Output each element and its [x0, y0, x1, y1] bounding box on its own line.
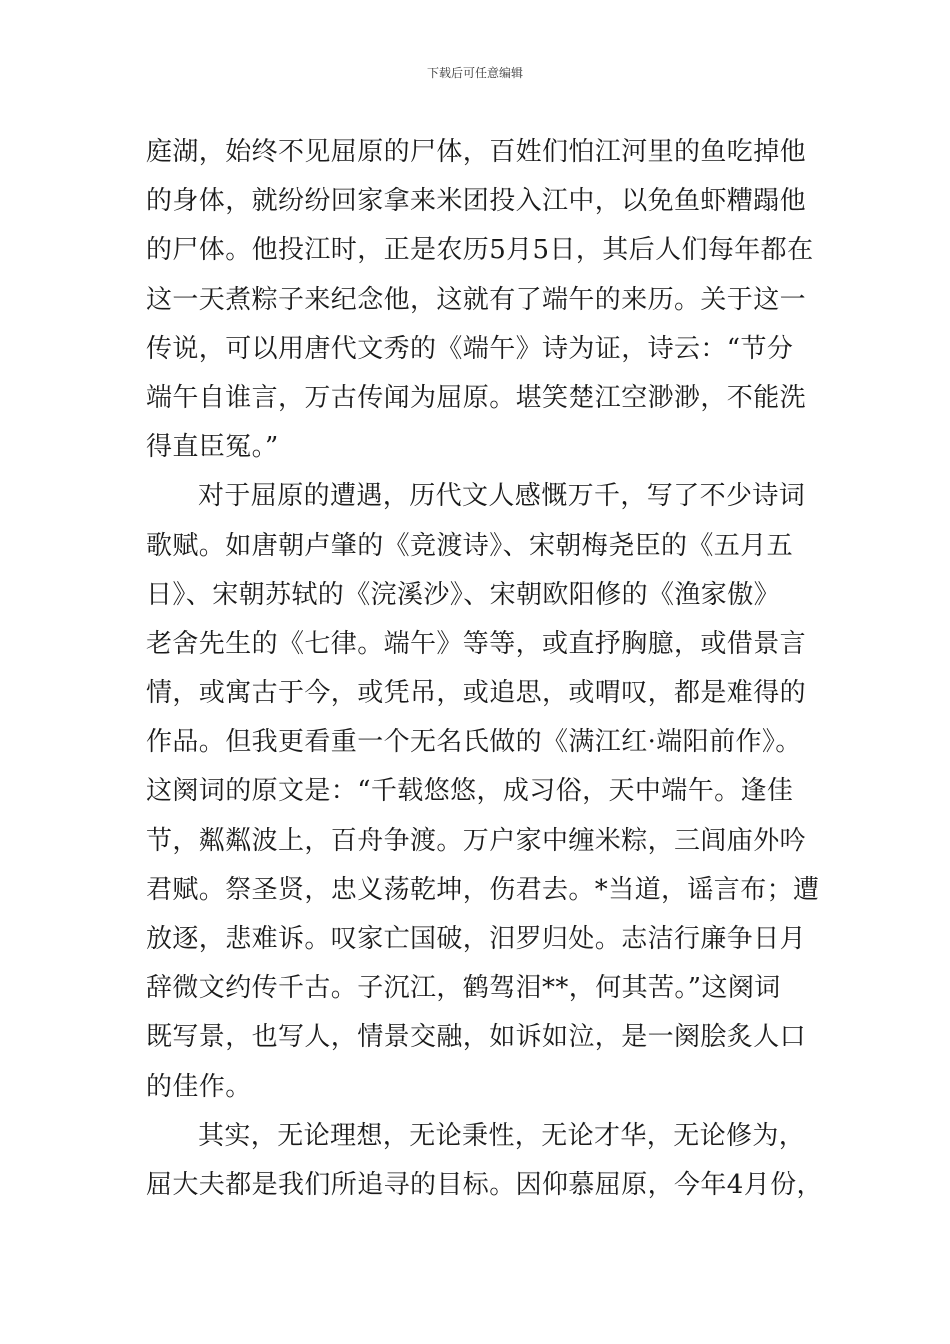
text-line: 老舍先生的《七律。端午》等等，或直抒胸臆，或借景言 [146, 628, 807, 659]
text-line: 庭湖，始终不见屈原的尸体，百姓们怕江河里的鱼吃掉他 [146, 137, 807, 167]
paragraph-start-line: 对于屈原的遭遇，历代文人感慨万千，写了不少诗词 [198, 481, 806, 512]
page-header: 下载后可任意编辑 [426, 66, 523, 80]
text-line: 既写景，也写人，情景交融，如诉如泣，是一阕脍炙人口 [146, 1022, 807, 1053]
text-line: 日》、宋朝苏轼的《浣溪沙》、宋朝欧阳修的《渔家傲》 [146, 579, 781, 610]
text-line: 端午自谁言，万古传闻为屈原。堪笑楚江空渺渺，不能洗 [146, 382, 807, 413]
text-line: 的尸体。他投江时，正是农历5月5日，其后人们每年都在 [146, 235, 814, 266]
text-line: 作品。但我更看重一个无名氏做的《满江红·端阳前作》。 [146, 727, 802, 758]
text-line: 的佳作。 [146, 1071, 252, 1102]
text-line: 君赋。祭圣贤，忠义荡乾坤，伤君去。*当道，谣言布；遭 [146, 874, 820, 905]
text-line: 这阕词的原文是：“千载悠悠，成习俗，天中端午。逢佳 [146, 776, 794, 807]
paragraph-start-line: 其实，无论理想，无论秉性，无论才华，无论修为， [198, 1120, 806, 1151]
text-line: 节，粼粼波上，百舟争渡。万户家中缠米粽，三闾庙外吟 [146, 825, 807, 856]
text-line: 得直臣冤。” [146, 432, 279, 463]
text-line: 的身体，就纷纷回家拿来米团投入江中，以免鱼虾糟蹋他 [146, 186, 807, 217]
text-line: 歌赋。如唐朝卢肇的《竞渡诗》、宋朝梅尧臣的《五月五 [146, 530, 794, 561]
text-line: 传说，可以用唐代文秀的《端午》诗为证，诗云：“节分 [146, 333, 794, 364]
text-line: 这一天煮粽子来纪念他，这就有了端午的来历。关于这一 [146, 284, 807, 315]
text-line: 放逐，悲难诉。叹家亡国破，汨罗归处。志洁行廉争日月 [146, 924, 807, 954]
document-body [146, 128, 836, 1210]
text-line: 屈大夫都是我们所追寻的目标。因仰慕屈原，今年4月份， [146, 1169, 823, 1200]
text-line: 辞微文约传千古。子沉江，鹤驾泪**，何其苦。”这阕词 [146, 973, 781, 1004]
text-line: 情，或寓古于今，或凭吊，或追思，或喟叹，都是难得的 [146, 678, 807, 709]
